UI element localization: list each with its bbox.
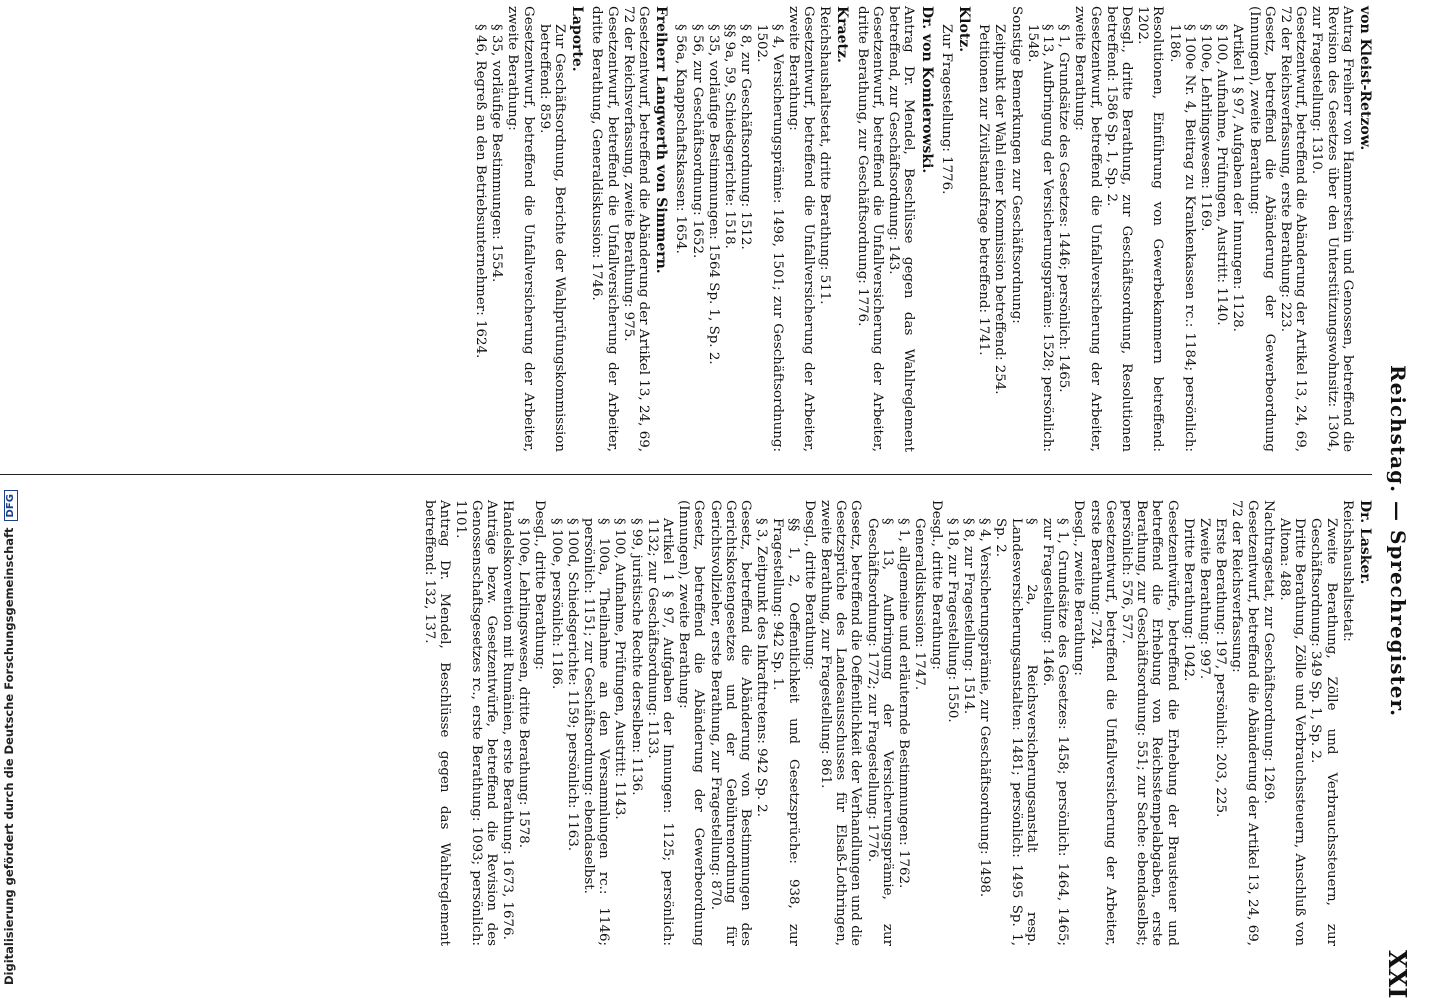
speaker-name: von Kleist-Retzow. <box>1357 6 1373 151</box>
register-entry: § 1, allgemeine und erläuternde Bestimmungen: 1762. <box>896 518 912 889</box>
register-entry: Gesetzentwurf, betreffend die Unfallversicherung der Arbeiter, erste Berathung: 724. <box>1087 500 1118 946</box>
register-entry: Reichshaushaltsetat, dritte Berathung: 511. <box>817 6 833 305</box>
register-entry: § 100e Nr. 4, Beitrag zu Krankenkassen rc.: 1184; persönlich: 1186. <box>1166 24 1197 452</box>
register-entry: Gesetzentwurf, betreffend die Unfallversicherung der Arbeiter, dritte Berathung, Generaldiskussion: 1746. <box>589 6 620 452</box>
register-entry: Desgl., zweite Berathung: <box>1071 500 1087 676</box>
register-entry: Erste Berathung: 197, persönlich: 203, 225. <box>1213 518 1229 818</box>
register-entry: Desgl., dritte Berathung: <box>532 500 548 670</box>
left-column <box>472 6 1377 452</box>
register-entry: Desgl., dritte Berathung: <box>801 500 817 670</box>
register-entry: Resolutionen, Einführung von Gewerbekammern betreffend: 1202. <box>1135 6 1166 452</box>
speaker-name: Dr. von Komierowski. <box>918 6 935 174</box>
register-entry: Desgl., dritte Berathung: <box>928 500 944 670</box>
register-entry: § 4, Versicherungsprämie: 1498, 1501; zur Geschäftsordnung: 1502. <box>754 24 785 452</box>
register-entry: Gesetzentwurf, betreffend die Abänderung der Artikel 13, 24, 69, 72 der Reichsverfassung, zweite Berathung: 975. <box>620 6 652 452</box>
register-entry: § 56a, Knappschaftskassen: 1654. <box>673 24 689 254</box>
page-header <box>1378 0 1418 1000</box>
register-entry: Reichshaushaltsetat: <box>1339 500 1355 642</box>
register-entry: Gesetz, betreffend die Abänderung der Gewerbeordnung (Innungen), zweite Berathung: <box>1246 6 1277 452</box>
register-entry: Gesetzentwurf, betreffend die Unfallversicherung der Arbeiter, zweite Berathung: <box>785 6 817 452</box>
register-entry: § 100a, Theilnahme an den Versammlungen rc.: 1146; persönlich: 1151; zur Geschäftsordnung: ebendaselbst. <box>581 518 612 946</box>
column-divider <box>0 474 1372 475</box>
register-entry: Zur Geschäftsordnung, Berichte der Wahlprüfungskommission betreffend: 859. <box>536 24 568 452</box>
register-entry: § 100e, Lehrlingswesen, dritte Berathung: 1578. <box>516 518 532 849</box>
register-entry: Handelskonvention mit Rumänien, erste Berathung: 1673, 1676. <box>500 500 516 940</box>
register-entry: § 1, Grundsätze des Gesetzes: 1446; persönlich: 1465. <box>1056 24 1072 393</box>
register-entry: § 100e, Lehrlingswesen: 1169. <box>1197 24 1213 232</box>
register-entry: § 8, zur Geschäftsordnung: 1512. <box>738 24 754 250</box>
register-entry: Zweite Berathung, Zölle und Verbrauchssteuern, zur Geschäftsordnung: 349 Sp. 1, Sp. 2. <box>1308 518 1339 946</box>
register-entry: Gesetzentwurf, betreffend die Unfallversicherung der Arbeiter, dritte Berathung, zur Geschäftsordnung: 1776. <box>854 6 885 452</box>
register-entry: Dritte Berathung, Zölle und Verbrauchssteuern, Anschluß von Altona: 488. <box>1276 518 1308 946</box>
register-entry: Gesetzentwurf, betreffend die Unfallversicherung der Arbeiter, zweite Berathung: <box>1072 6 1103 452</box>
digitization-footer <box>0 0 20 1000</box>
register-entry: Zeitpunkt der Wahl einer Kommission betreffend: 254. <box>992 24 1008 395</box>
register-entry: Antrag Dr. Mendel, Beschlüsse gegen das Wahlreglement betreffend, zur Geschäftsordnung: 143. <box>886 6 917 452</box>
register-entry: §§ 9a, 59, Schiedsgerichte: 1518. <box>722 24 738 249</box>
speaker-name: Laporte. <box>569 6 586 72</box>
register-entry: Petitionen zur Zivilstandsfrage betreffend: 1741. <box>976 24 992 356</box>
register-entry: § 4, Versicherungsprämie, zur Geschäftsordnung: 1498. <box>977 518 993 898</box>
register-entry: § 13, Aufbringung der Versicherungsprämie: 1528; persönlich: 1548. <box>1024 24 1055 452</box>
register-entry: § 35, vorläufige Bestimmungen: 1554. <box>489 24 505 283</box>
register-entry: § 100e, persönlich: 1186. <box>548 518 564 690</box>
running-title: Reichstag. — Sprechregister. <box>1386 365 1410 718</box>
register-entry: § 99, juristische Rechte derselben: 1136. <box>628 518 644 796</box>
register-entry: § 46, Regreß an den Betriebsunternehmer: 1624. <box>473 24 489 359</box>
register-entry: Gesetz, betreffend die Abänderung der Gewerbeordnung (Innungen), zweite Berathung: <box>676 500 707 946</box>
speaker-name: Klotz. <box>955 6 972 53</box>
register-entry: Gesetzentwurf, betreffend die Abänderung der Artikel 13, 24, 69, 72 der Reichsverfassung, erste Berathung: 223. <box>1277 6 1309 452</box>
register-entry: § 100, Aufnahme, Prüfungen, Austritt: 1140. <box>1214 24 1230 326</box>
register-entry: § 13, Aufbringung der Versicherungsprämie, zur Geschäftsordnung: 1772; zur Fragestellung: 1776. <box>864 518 895 946</box>
register-entry: § 1, Grundsätze des Gesetzes: 1458; persönlich: 1464, 1465; zur Fragestellung: 1466. <box>1039 518 1071 946</box>
dfg-logo: DFG <box>4 490 18 521</box>
register-entry: § 35, vorläufige Bestimmungen: 1564 Sp. 1, Sp. 2. <box>705 24 721 365</box>
register-entry: § 100, Aufnahme, Prüfungen, Austritt: 1143. <box>612 518 628 820</box>
register-entry: Antrag Dr. Mendel, Beschlüsse gegen das Wahlreglement betreffend: 132, 137. <box>422 500 453 946</box>
register-entry: § 3, Zeitpunkt des Inkrafttretens: 942 Sp. 2. <box>754 518 770 817</box>
register-entry: Gesetzentwurf, betreffend die Unfallversicherung der Arbeiter, zweite Berathung: <box>505 6 536 452</box>
speaker-name: Freiherr Langwerth von Simmern. <box>653 6 670 274</box>
register-entry: Anträge bezw. Gesetzentwürfe, betreffend die Revision des Genossenschaftsgesetzes rc., erste Berathung: 1093; persönlich: 1101. <box>453 500 499 946</box>
register-entry: §§ 1, 2, Oeffentlichkeit und Gesetzsprüche: 938, zur Fragestellung: 942 Sp. 1. <box>770 518 801 946</box>
register-entry: Desgl., dritte Berathung, zur Geschäftsordnung, Resolutionen betreffend: 1586 Sp. 1, Sp. 2. <box>1103 6 1134 452</box>
right-column <box>421 500 1377 946</box>
register-entry: Artikel 1 § 97, Aufgaben der Innungen: 1128. <box>1230 24 1246 332</box>
register-entry: Artikel 1 § 97, Aufgaben der Innungen: 1125; persönlich: 1132; zur Geschäftsordnung: 1133. <box>644 518 676 946</box>
register-entry: Gesetz, betreffend die Abänderung von Bestimmungen des Gerichtskostengesetzes und der Gebührenordnung für Gerichtsvollzieher, erste Berathung, zur Fragestellung: 870. <box>707 500 754 946</box>
register-entry: Generaldiskussion: 1747. <box>912 518 928 691</box>
speaker-name: Dr. Lasker. <box>1357 500 1373 585</box>
register-entry: § 2a, Reichsversicherungsanstalt resp. Landesversicherungsanstalten: 1481; persönlich: 1495 Sp. 1, Sp. 2. <box>993 518 1039 946</box>
register-entry: Gesetzentwürfe, betreffend die Erhebung der Brausteuer und betreffend die Erhebung von Reichsstempelabgaben, erste Berathung, zur Geschäftsordnung: 551; zur Sache: ebendaselbst; persönlich: 576, 577. <box>1118 500 1180 946</box>
register-entry: § 8, zur Fragestellung: 1514. <box>960 518 976 715</box>
speaker-name: Kraetz. <box>834 6 851 63</box>
register-entry: Gesetz, betreffend die Oeffentlichkeit der Verhandlungen und die Gesetzsprüche des Landesausschusses für Elsaß-Lothringen, zweite Berathung, zur Fragestellung: 861. <box>818 500 864 946</box>
register-entry: Zur Fragestellung: 1776. <box>938 24 954 195</box>
register-entry: Gesetzentwurf, betreffend die Abänderung der Artikel 13, 24, 69, 72 der Reichsverfassung: <box>1229 500 1260 946</box>
register-entry: § 18, zur Fragestellung: 1550. <box>944 518 960 723</box>
register-entry: Dritte Berathung: 1042. <box>1180 518 1196 682</box>
footer-credit: Digitalisierung gefördert durch die Deutsche Forschungsgemeinschaft <box>2 527 16 985</box>
register-entry: Sonstige Bemerkungen zur Geschäftsordnung: <box>1008 6 1024 324</box>
register-entry: Nachtragsetat, zur Geschäftsordnung: 1269. <box>1260 500 1276 804</box>
register-entry: Antrag Freiherr von Hammerstein und Genossen, betreffend die Revision des Gesetzes über den Unterstützungswohnsitz: 1304, zur Fragestellung: 1310. <box>1309 6 1355 452</box>
register-entry: § 56, zur Geschäftsordnung: 1652. <box>689 24 705 259</box>
page-number: XXI <box>1383 950 1412 999</box>
register-entry: § 100d, Schiedsgerichte: 1159; persönlich: 1163. <box>564 518 580 852</box>
register-entry: Zweite Berathung: 997. <box>1196 518 1212 680</box>
